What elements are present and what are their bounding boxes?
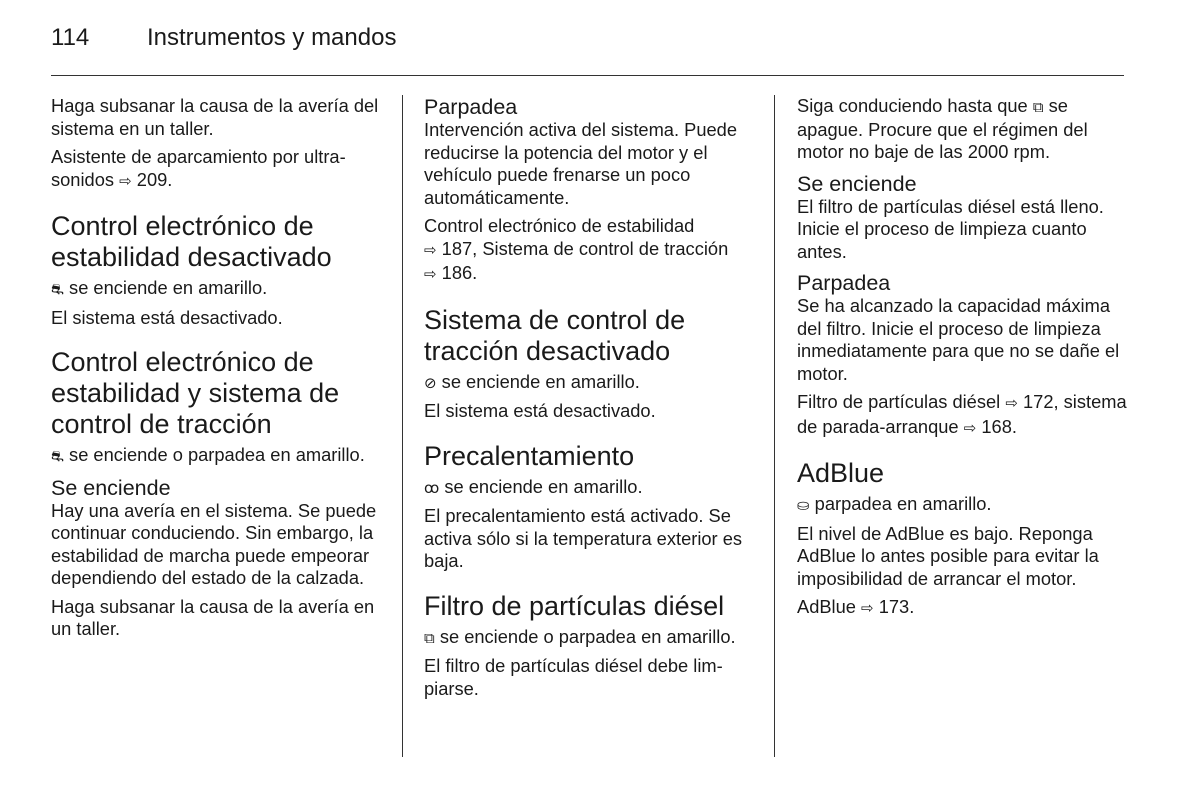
column-3 bbox=[797, 95, 1132, 627]
paragraph: Haga subsanar la causa de la avería en un taller. bbox=[51, 595, 375, 639]
section-heading: AdBlue bbox=[797, 458, 885, 488]
paragraph: Hay una avería en el sistema. Se puede continuar conduciendo. Sin embargo, la estabilidad de marcha puede empeorar dependiendo del estado de la calzada. bbox=[51, 499, 377, 588]
arrow-icon: ⇨ bbox=[861, 600, 874, 617]
arrow-icon: ⇨ bbox=[963, 419, 977, 437]
paragraph: Asistente de aparcamiento por ultrasonidos ⇨ 209. bbox=[51, 146, 346, 190]
section-heading: Sistema de control de tracción desactivado bbox=[424, 304, 686, 366]
page-reference[interactable]: 186. bbox=[441, 262, 478, 283]
paragraph: Siga conduciendo hasta que ⧉ se apague. Procure que el régimen del motor no baje de las 2000 rpm. bbox=[797, 95, 1088, 162]
paragraph: El filtro de partículas diésel está lleno. Inicie el proceso de limpieza cuanto antes. bbox=[797, 195, 1104, 262]
column-2 bbox=[424, 95, 754, 706]
paragraph: Filtro de partículas diésel ⇨ 172, sistema de parada-arranque ⇨ 168. bbox=[797, 391, 1127, 437]
paragraph: Haga subsanar la causa de la avería del sistema en un taller. bbox=[51, 95, 379, 139]
subsection-heading: Parpadea bbox=[424, 95, 518, 119]
dpf-icon: ⧉ bbox=[1032, 98, 1044, 116]
page-reference[interactable]: 168. bbox=[981, 415, 1017, 437]
paragraph: Intervención activa del sistema. Puede reducirse la potencia del motor y el vehículo puede frenarse un poco automáticamente. bbox=[424, 119, 737, 208]
paragraph: ꝏ se enciende en amarillo. bbox=[424, 475, 643, 497]
paragraph: ⊘ se enciende en amarillo. bbox=[424, 370, 640, 392]
page-reference[interactable]: 187, Sistema de control de tracción bbox=[441, 237, 729, 259]
subsection-heading: Se enciende bbox=[797, 171, 917, 196]
page-title: Instrumentos y mandos bbox=[147, 24, 397, 51]
section-heading: Precalentamiento bbox=[424, 440, 635, 471]
arrow-icon: ⇨ bbox=[1005, 395, 1018, 412]
section-heading: Filtro de partículas diésel bbox=[424, 590, 725, 621]
paragraph: El precalentamiento está activado. Se activa sólo si la temperatura exterior es baja. bbox=[424, 505, 743, 571]
paragraph: El sistema está desactivado. bbox=[51, 306, 283, 328]
page-reference[interactable]: 209. bbox=[136, 168, 173, 190]
paragraph: El filtro de partículas diésel debe limpiarse. bbox=[424, 655, 723, 699]
dpf-icon: ⧉ bbox=[424, 628, 435, 647]
paragraph: ⛀ parpadea en amarillo. bbox=[797, 493, 992, 514]
page-number: 114 bbox=[51, 24, 90, 51]
subsection-heading: Parpadea bbox=[797, 271, 891, 295]
paragraph: Se ha alcanzado la capacidad máxima del filtro. Inicie el proceso de limpieza inmediatamente para que no se dañe el motor. bbox=[797, 295, 1120, 384]
paragraph: ⛐ se enciende o parpadea en amarillo. bbox=[51, 444, 365, 465]
page-header bbox=[51, 24, 396, 52]
column-1 bbox=[51, 95, 386, 647]
paragraph: El nivel de AdBlue es bajo. Reponga AdBlue lo antes posible para evitar la imposibilidad de arrancar el motor. bbox=[797, 522, 1099, 589]
arrow-icon: ⇨ bbox=[424, 241, 437, 259]
page-reference[interactable]: 173. bbox=[878, 596, 915, 617]
adblue-icon: ⛀ bbox=[797, 496, 810, 514]
esc-warning-icon: ⛐ bbox=[51, 280, 64, 298]
column-divider bbox=[402, 95, 403, 757]
page-reference[interactable]: 172, sistema de parada-arranque bbox=[797, 391, 1127, 437]
esc-traction-icon: ⛐ bbox=[51, 447, 64, 465]
subsection-heading: Se enciende bbox=[51, 475, 171, 500]
arrow-icon: ⇨ bbox=[119, 172, 132, 190]
paragraph: AdBlue ⇨ 173. bbox=[797, 596, 915, 617]
paragraph: ⧉ se enciende o parpadea en amarillo. bbox=[424, 625, 736, 647]
section-heading: Control electrónico de estabilidad desactivado bbox=[51, 211, 332, 272]
preheat-icon: ꝏ bbox=[424, 478, 440, 497]
arrow-icon: ⇨ bbox=[424, 266, 437, 283]
section-heading: Control electrónico de estabilidad y sistema de control de tracción bbox=[51, 347, 340, 439]
paragraph: ⛐ se enciende en amarillo. bbox=[51, 277, 268, 298]
column-divider bbox=[774, 95, 775, 757]
traction-off-icon: ⊘ bbox=[424, 373, 437, 392]
paragraph: El sistema está desactivado. bbox=[424, 400, 656, 421]
paragraph: Control electrónico de estabilidad ⇨ 187, Sistema de control de tracción ⇨ 186. bbox=[424, 215, 729, 283]
header-rule bbox=[51, 75, 1124, 76]
